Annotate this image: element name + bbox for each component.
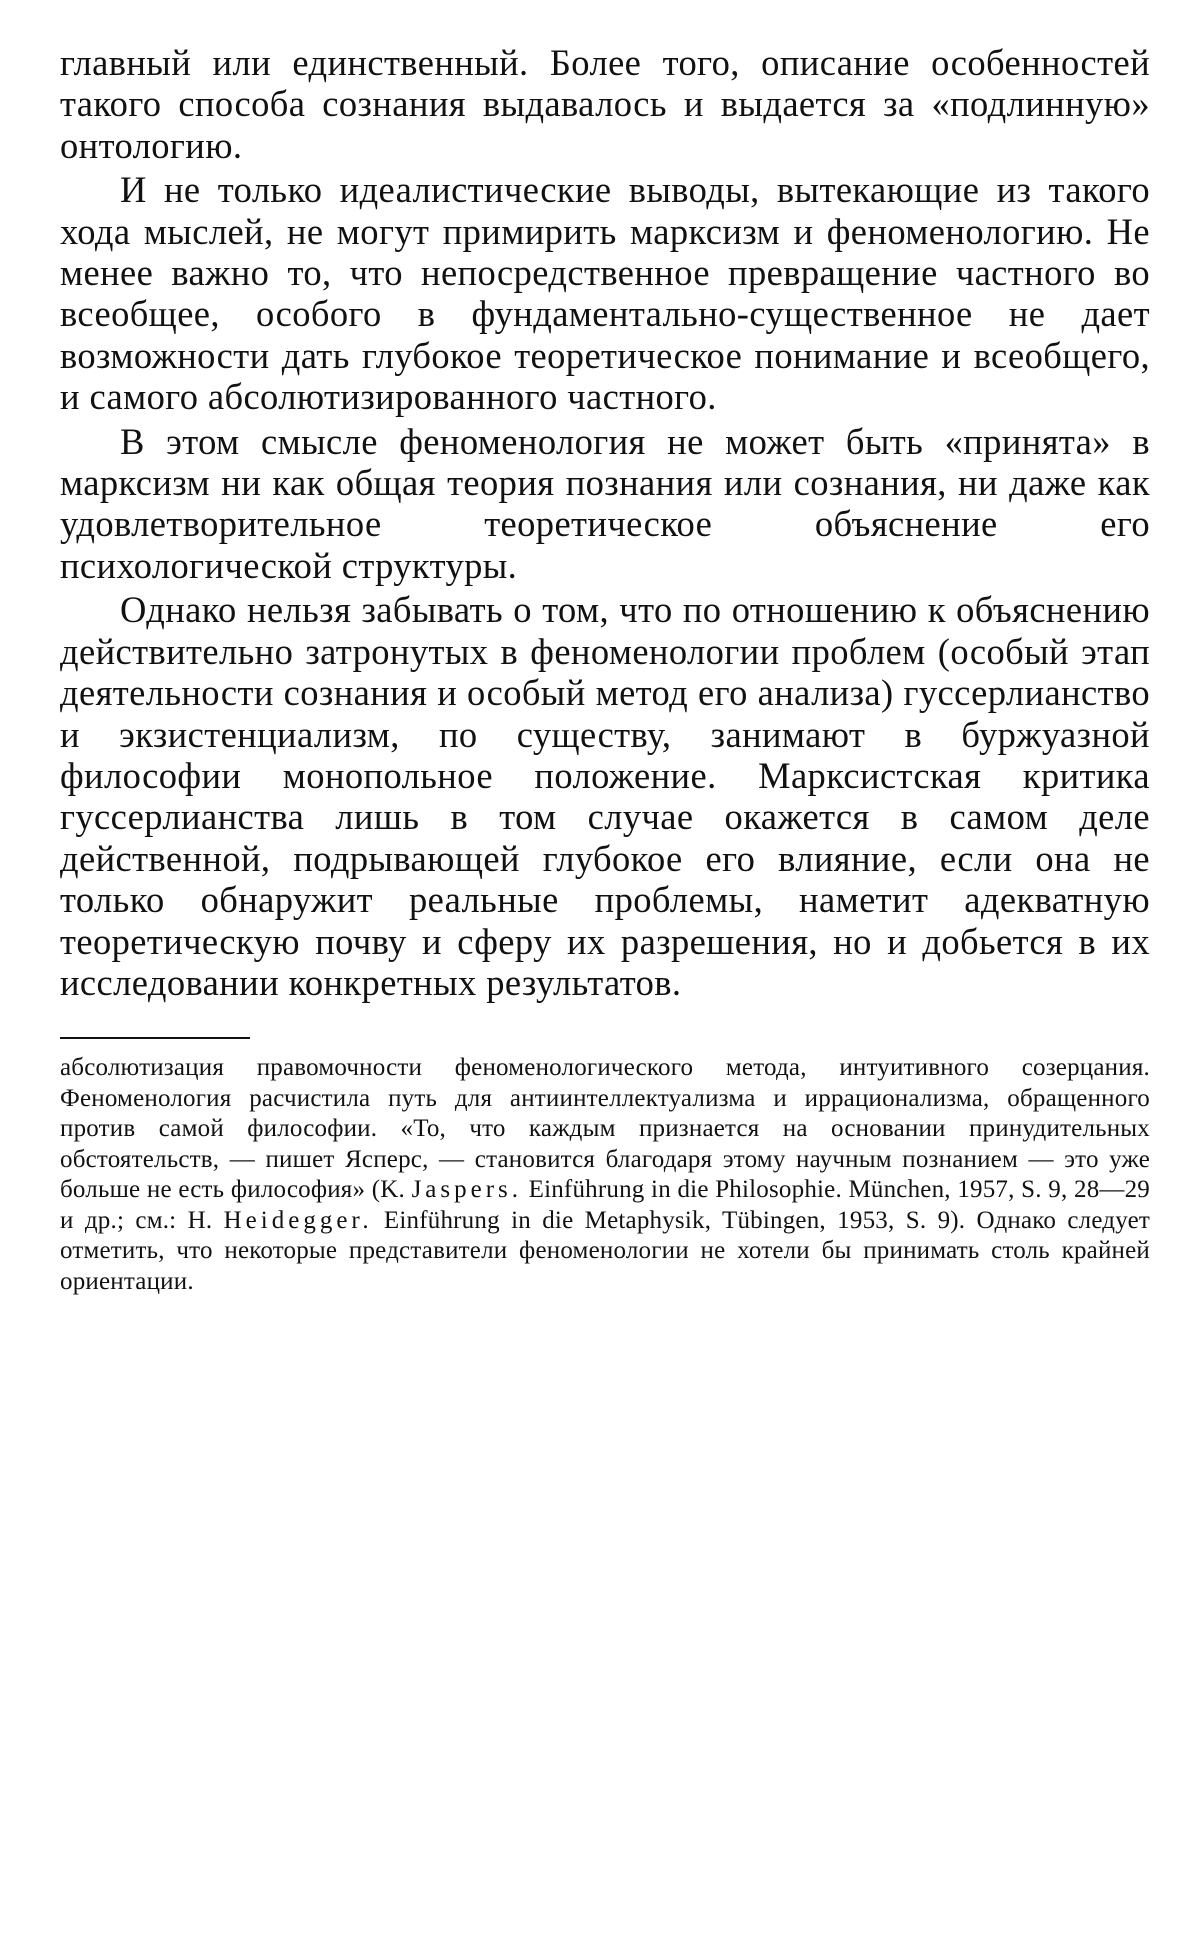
footnote [60, 1053, 1150, 1297]
book-page [60, 42, 1150, 1297]
paragraph: Однако нельзя забывать о том, что по отношению к объяснению действительно затронутых в феноменологии проблем (особый этап деятельности сознания и особый метод его анализа) гуссерлианство и экзистенциализм, по существу, занимают в буржуазной философии монопольное положение. Марксистская критика гуссерлианства лишь в том случае окажется в самом деле действенной, подрывающей глубокое его влияние, если она не только обнаружит реальные проблемы, наметит адекватную теоретическую почву и сферу их разрешения, но и добьется в их исследовании конкретных результатов. [60, 589, 1150, 1003]
footnote-text: Einführung in die Metaphysik, Tübingen, 1953, S. 9). Однако следует отметить, что некоторые представители феноменологии не хотели бы принимать столь крайней ориентации. [60, 1206, 1150, 1295]
main-text [60, 42, 1150, 1003]
footnote-divider [60, 1037, 250, 1039]
paragraph: И не только идеалистические выводы, вытекающие из такого хода мыслей, не могут примирить марксизм и феноменологию. Не менее важно то, что непосредственное превращение частного во всеобщее, особого в фундаментально-существенное не дает возможности дать глубокое теоретическое понимание и всеобщего, и самого абсолютизированного частного. [60, 169, 1150, 418]
footnote-text: Einführung in die Philosophie. München, 1957, S. 9, 28—29 и др.; см.: H. [60, 1176, 1150, 1234]
paragraph-continuation: главный или единственный. Более того, описание особенностей такого способа сознания выдавалось и выдается за «подлинную» онтологию. [60, 42, 1150, 166]
footnote-author-name: Heidegger. [223, 1206, 373, 1234]
paragraph: В этом смысле феноменология не может быть «принята» в марксизм ни как общая теория познания или сознания, ни даже как удовлетворительное теоретическое объяснение его психологической структуры. [60, 420, 1150, 586]
footnote-text: абсолютизация правомочности феноменологического метода, интуитивного созерцания. Феноменология расчистила путь для антиинтеллектуализма и иррационализма, обращенного против самой философии. «То, что каждым признается на основании принудительных обстоятельств, — пишет Ясперс, — становится благодаря этому научным познанием — это уже больше не есть философия» (K. [60, 1054, 1150, 1204]
footnote-author-name: Jaspers. [411, 1176, 523, 1204]
